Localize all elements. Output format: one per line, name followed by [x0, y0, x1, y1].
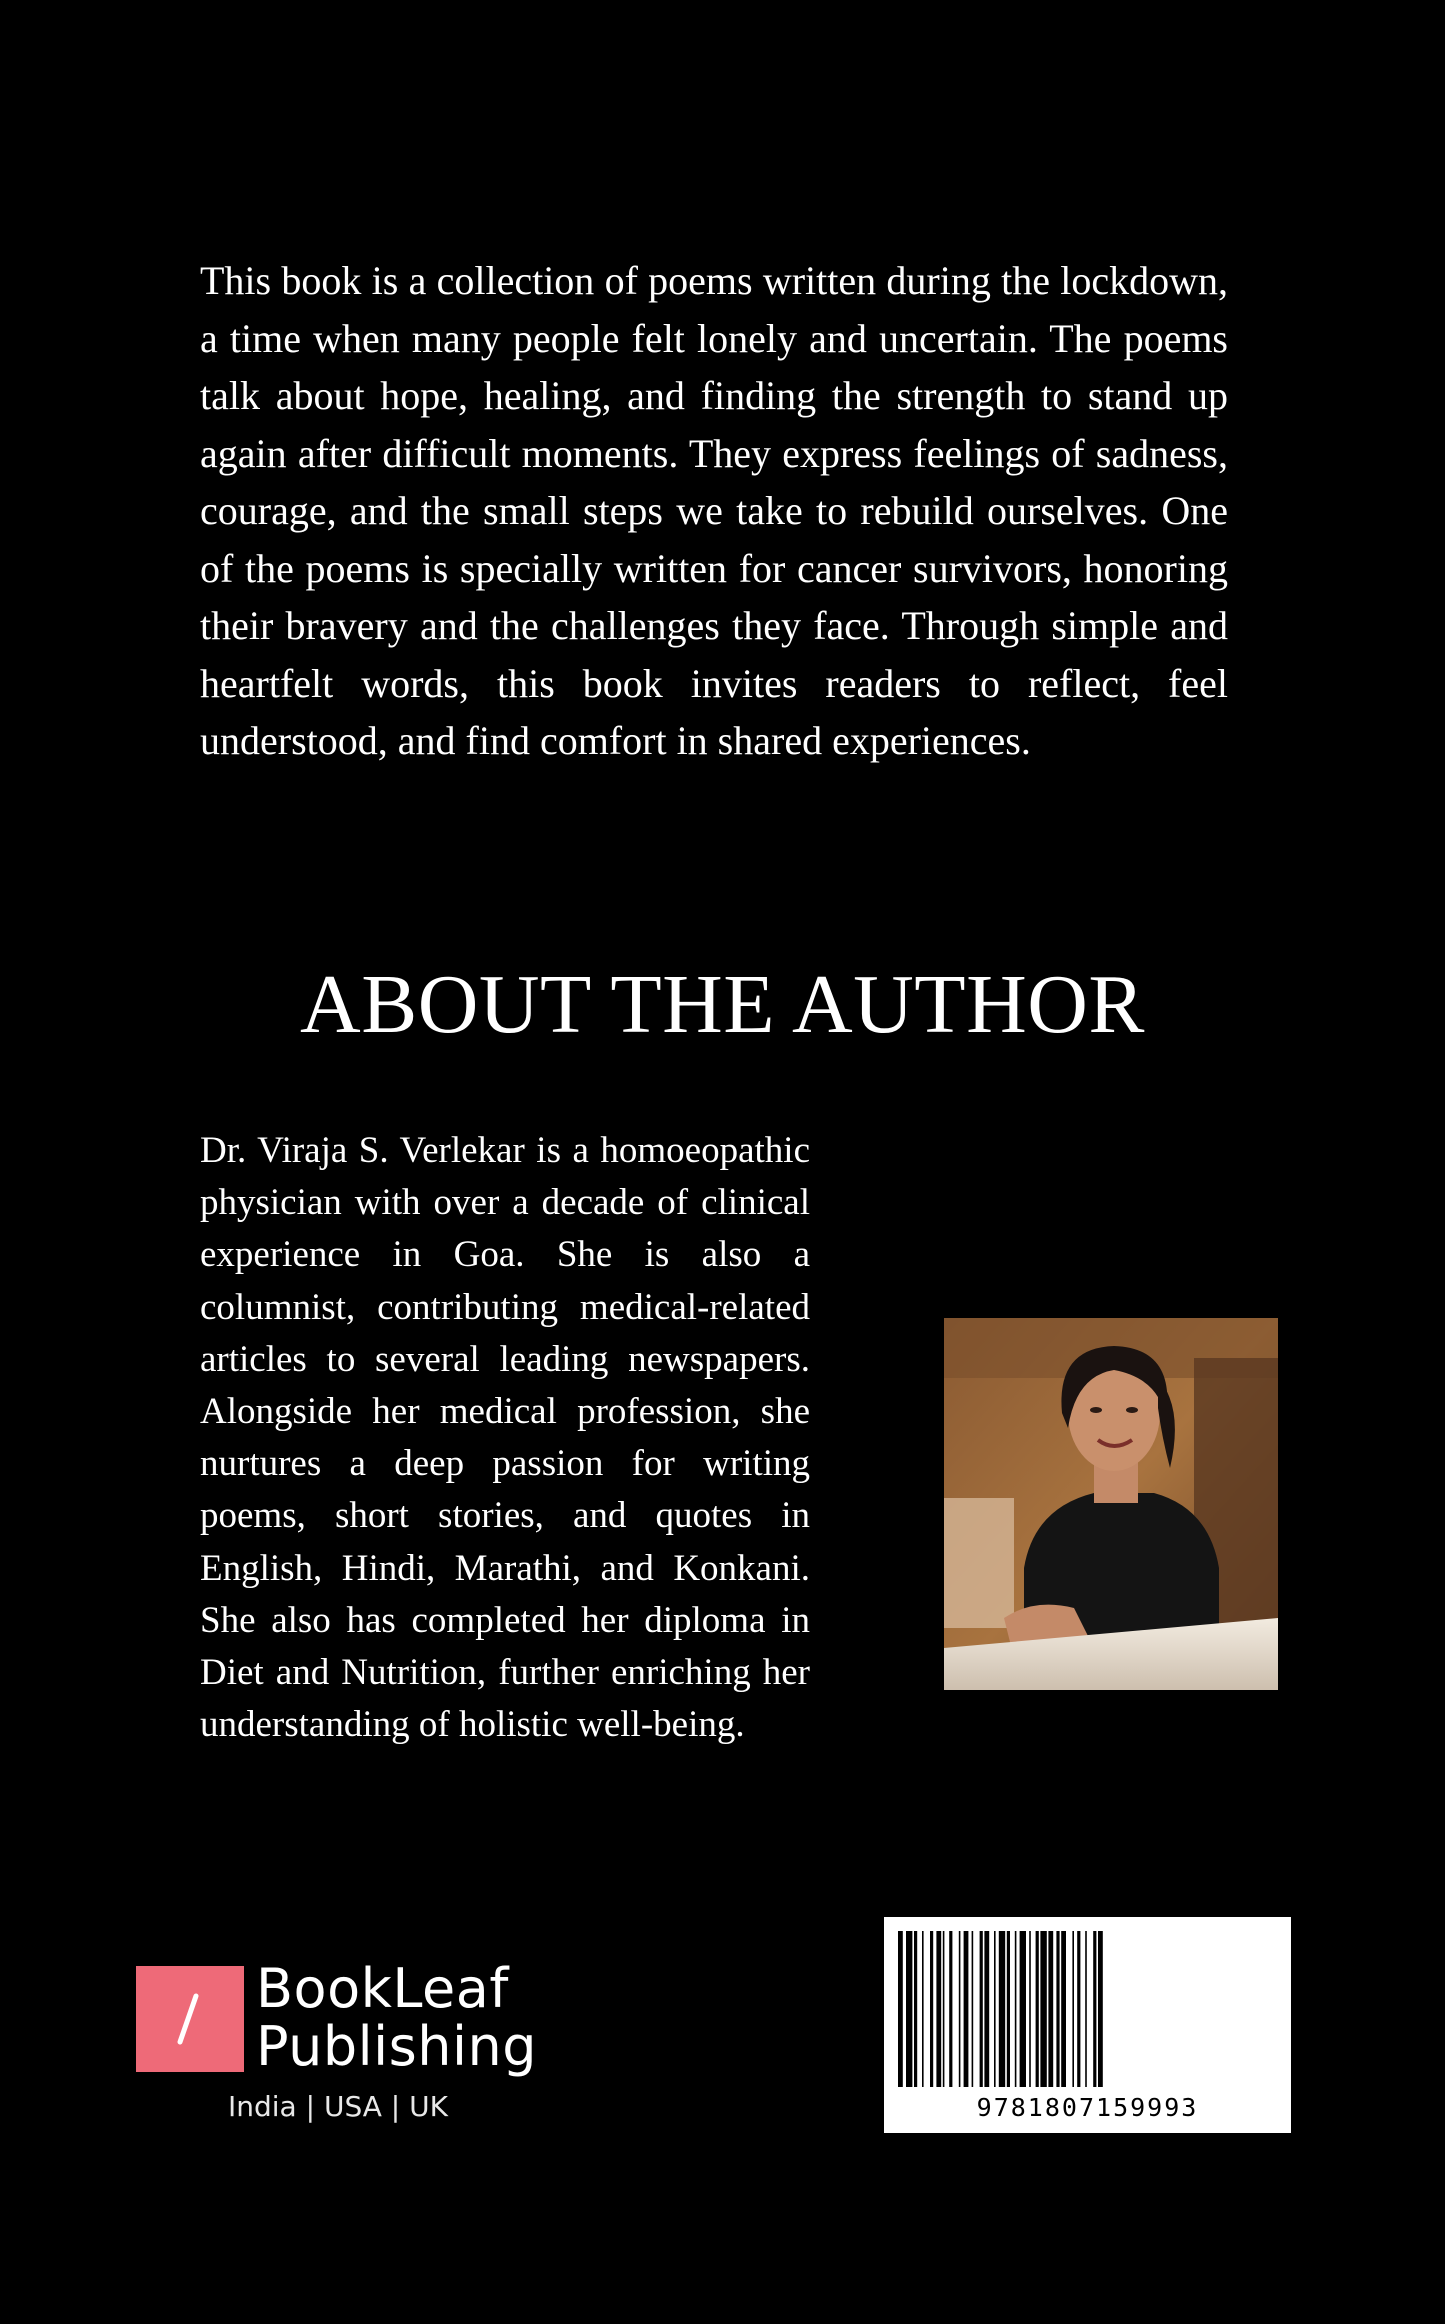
barcode-bar — [964, 1931, 969, 2087]
publisher-regions: India | USA | UK — [228, 2090, 448, 2123]
barcode-bar — [922, 1931, 924, 2087]
barcode-bar — [1098, 1931, 1103, 2087]
barcode-bar — [930, 1931, 933, 2087]
barcode-bar — [1056, 1931, 1059, 2087]
author-bio: Dr. Viraja S. Verlekar is a homoeopathic physician with over a decade of clinical experience in Goa. She is also a columnist, contributing medical-related articles to several leading newspapers. Alongside her medical profession, she nurtures a deep passion for writing poems, short stories, and quotes in English, Hindi, Marathi, and Konkani. She also has completed her diploma in Diet and Nutrition, further enriching her understanding of holistic well-being. — [200, 1130, 810, 1746]
barcode-bar — [943, 1931, 945, 2087]
barcode-bar — [1015, 1931, 1017, 2087]
publisher-name-line1: BookLeaf — [256, 1957, 509, 2020]
barcode-bar — [1077, 1931, 1080, 2087]
barcode-bar — [906, 1931, 912, 2087]
slash-icon — [136, 1966, 244, 2072]
barcode-bar — [949, 1931, 952, 2087]
barcode-bar — [1072, 1931, 1074, 2087]
barcode-bar — [1036, 1931, 1039, 2087]
author-photo-illustration — [944, 1318, 1278, 1690]
barcode-bar — [1020, 1931, 1026, 2087]
barcode-bar — [959, 1931, 961, 2087]
publisher-name — [256, 1957, 537, 2078]
barcode-bar — [1061, 1931, 1066, 2087]
barcode-bar — [994, 1931, 996, 2087]
barcode-bar — [972, 1931, 974, 2087]
barcode-bar — [980, 1931, 983, 2087]
barcode-bar — [999, 1931, 1005, 2087]
barcode-bar — [1048, 1931, 1053, 2087]
isbn-number: 9781807159993 — [976, 2093, 1199, 2122]
barcode-bar — [984, 1931, 989, 2087]
author-photo — [944, 1318, 1278, 1690]
publisher-name-line2: Publishing — [256, 2015, 537, 2078]
publisher-logo — [136, 1957, 556, 2140]
barcode-bar — [914, 1931, 917, 2087]
barcode-bar — [1007, 1931, 1010, 2087]
barcode-bar — [1093, 1931, 1096, 2087]
barcode-bar — [1040, 1931, 1046, 2087]
barcode-bar — [1029, 1931, 1031, 2087]
barcode-bar — [936, 1931, 941, 2087]
isbn-barcode — [884, 1917, 1291, 2133]
about-author-heading: ABOUT THE AUTHOR — [300, 958, 1145, 1051]
back-cover-blurb: This book is a collection of poems written during the lockdown, a time when many people felt lonely and uncertain. The poems talk about hope, healing, and finding the strength to stand up again after difficult moments. They express feelings of sadness, courage, and the small steps we take to rebuild ourselves. One of the poems is specially written for cancer survivors, honoring their bravery and the challenges they face. Through simple and heartfelt words, this book invites readers to reflect, feel understood, and find comfort in shared experiences. — [200, 258, 1228, 763]
barcode-bar — [898, 1931, 903, 2087]
publisher-slash-mark — [136, 1966, 244, 2072]
barcode-bar — [1085, 1931, 1087, 2087]
